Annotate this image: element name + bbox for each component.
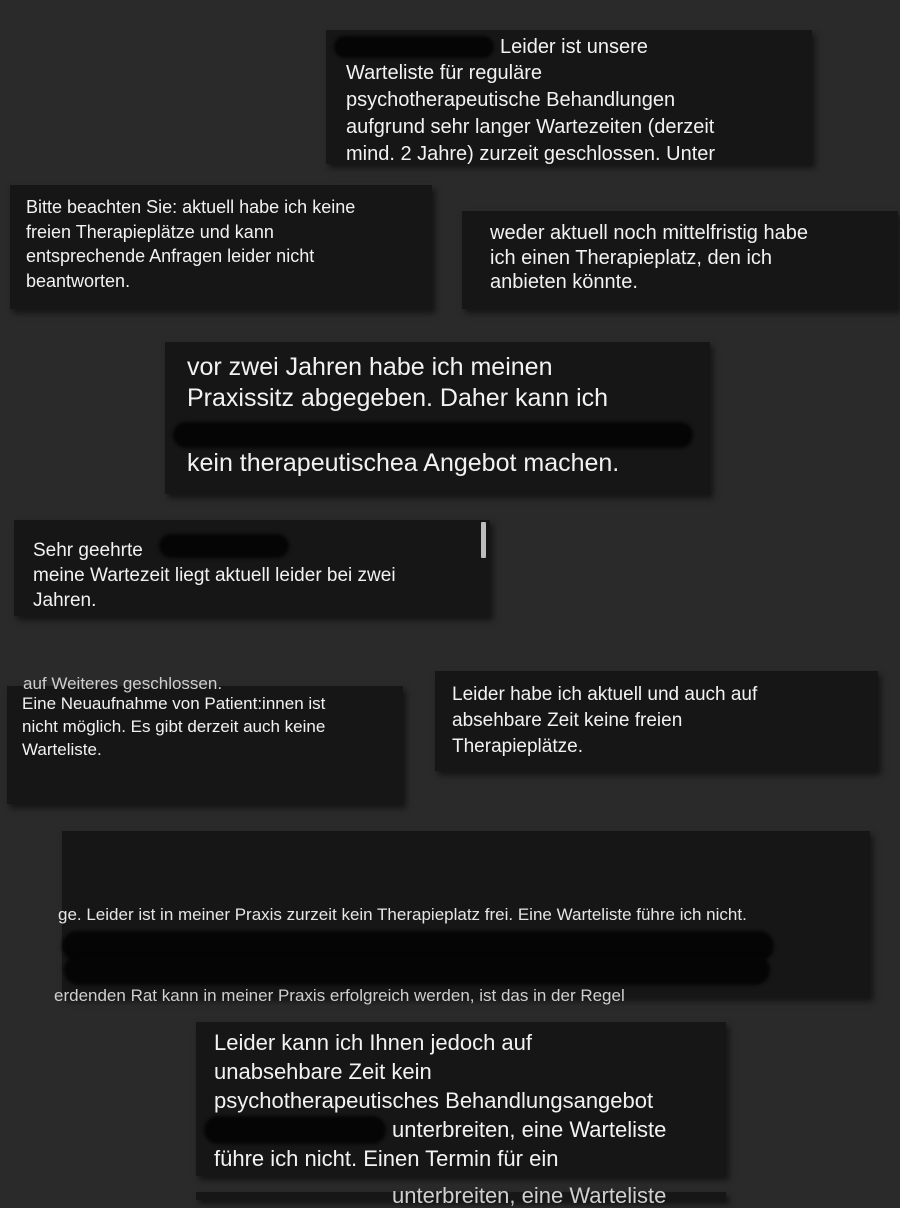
snippet-text: Eine Neuaufnahme von Patient:innen ist nicht möglich. Es gibt derzeit auch keine Warteliste. — [22, 694, 326, 759]
snippet-no-places-foreseeable — [435, 671, 878, 771]
snippet-text: ge. Leider ist in meiner Praxis zurzeit kein Therapieplatz frei. Eine Warteliste führe ich nicht. — [58, 905, 747, 924]
redaction-bar — [204, 1116, 386, 1144]
snippet-practice-full — [54, 831, 870, 1005]
cut-off-text: unterbreiten, eine Warteliste — [392, 1183, 667, 1208]
snippet-text-part2: unterbreiten, eine Warteliste — [392, 1117, 667, 1142]
redaction-bar — [159, 534, 289, 558]
snippet-text: Sehr geehrte meine Wartezeit liegt aktuell leider bei zwei Jahren. — [33, 540, 396, 611]
snippet-no-free-places — [10, 185, 432, 309]
snippet-text: weder aktuell noch mittelfristig habe ich einen Therapieplatz, den ich anbieten könnte. — [490, 222, 808, 293]
snippet-no-treatment-offer — [196, 1022, 726, 1176]
redaction-bar — [64, 955, 770, 985]
snippet-waiting-time — [14, 520, 490, 616]
cut-off-text: auf Weiteres geschlossen. — [23, 674, 223, 693]
cut-off-text: erdenden Rat kann in meiner Praxis erfolgreich werden, ist das in der Regel — [54, 986, 625, 1005]
snippet-text: Leider habe ich aktuell und auch auf absehbare Zeit keine freien Therapieplätze. — [452, 684, 758, 757]
snippet-no-therapy-place — [462, 211, 898, 309]
snippet-cut-off — [196, 1183, 726, 1208]
snippet-text-part2: kein therapeutischea Angebot machen. — [187, 449, 620, 477]
redaction-bar — [334, 36, 494, 58]
snippet-text-line1: Leider ist unsere — [500, 36, 648, 58]
redaction-bar — [173, 422, 693, 448]
snippet-text-part1: Leider kann ich Ihnen jedoch auf unabsehbare Zeit kein psychotherapeutisches Behandlungsangebot — [214, 1030, 654, 1113]
snippet-no-new-patients — [7, 674, 403, 804]
snippet-practice-given-up — [165, 342, 710, 494]
snippet-text: Warteliste für reguläre psychotherapeutische Behandlungen aufgrund sehr langer Wartezeiten (derzeit mind. 2 Jahre) zurzeit geschlossen. Unter — [346, 62, 716, 165]
snippet-text-part3: führe ich nicht. Einen Termin für ein — [214, 1146, 559, 1171]
snippet-text: Bitte beachten Sie: aktuell habe ich keine freien Therapieplätze und kann entsprechende Anfragen leider nicht beantworten. — [26, 197, 356, 291]
scrollbar[interactable] — [481, 522, 486, 558]
snippet-text-part1: vor zwei Jahren habe ich meinen Praxissitz abgegeben. Daher kann ich — [187, 353, 609, 412]
snippet-waitlist-closed — [326, 30, 812, 164]
